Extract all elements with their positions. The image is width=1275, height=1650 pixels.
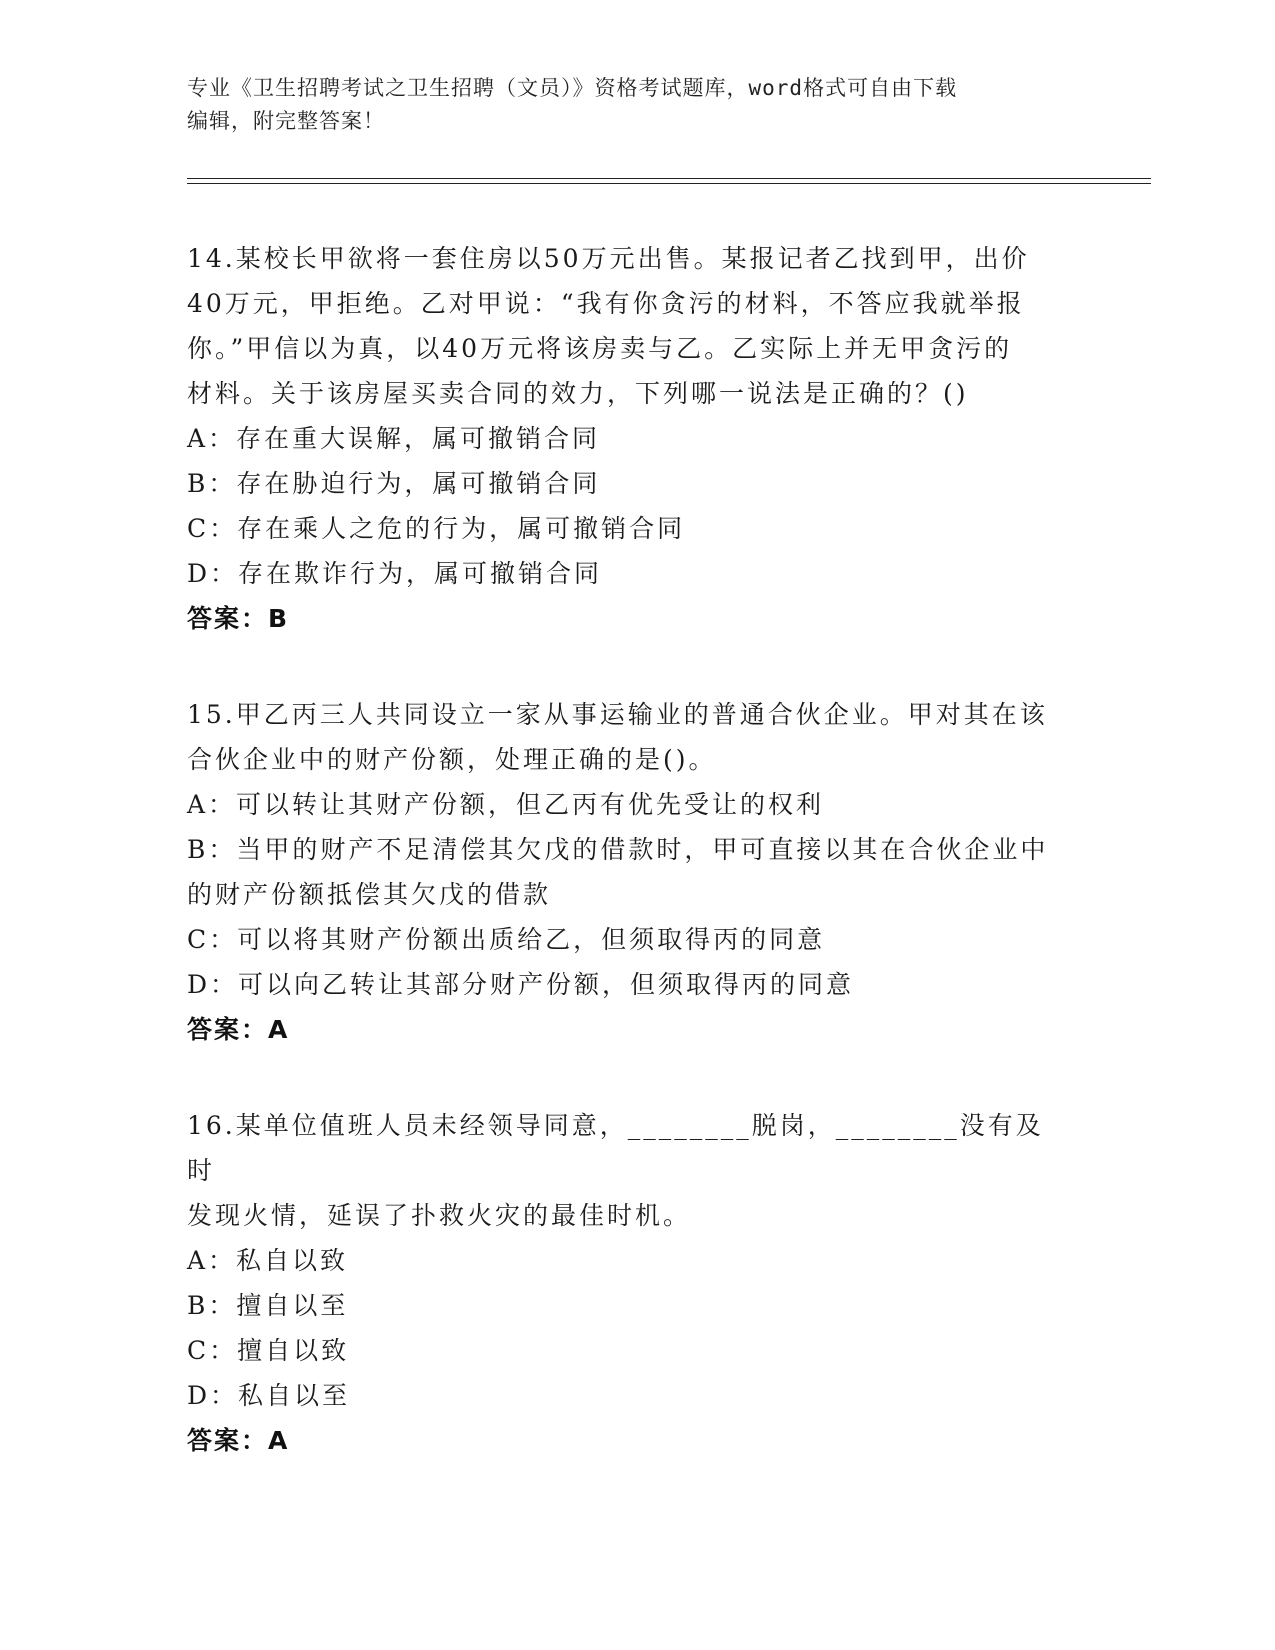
question-stem-line: 16.某单位值班人员未经领导同意，________脱岗，________没有及时 bbox=[187, 1111, 1044, 1185]
option-a: A：可以转让其财产份额，但乙丙有优先受让的权利 bbox=[187, 790, 825, 819]
option-d: D：存在欺诈行为，属可撤销合同 bbox=[187, 559, 603, 588]
answer-label: 答案：B bbox=[187, 604, 290, 633]
question-stem-line: 发现火情，延误了扑救火灾的最佳时机。 bbox=[187, 1201, 692, 1230]
header-line-1: 专业《卫生招聘考试之卫生招聘（文员）》资格考试题库，word格式可自由下载 bbox=[187, 76, 958, 100]
question-stem-line: 材料。关于该房屋买卖合同的效力，下列哪一说法是正确的？() bbox=[187, 379, 969, 408]
question-stem-line: 15.甲乙丙三人共同设立一家从事运输业的普通合伙企业。甲对其在该 bbox=[187, 700, 1048, 729]
option-c: C：擅自以致 bbox=[187, 1336, 350, 1365]
option-c: C：存在乘人之危的行为，属可撤销合同 bbox=[187, 514, 686, 543]
question-stem-line: 你。”甲信以为真，以40万元将该房卖与乙。乙实际上并无甲贪污的 bbox=[187, 334, 1013, 363]
question-stem-line: 合伙企业中的财产份额，处理正确的是()。 bbox=[187, 745, 717, 774]
answer-label: 答案：A bbox=[187, 1015, 290, 1044]
document-header bbox=[187, 72, 1067, 138]
option-c: C：可以将其财产份额出质给乙，但须取得丙的同意 bbox=[187, 925, 826, 954]
header-divider-top bbox=[187, 178, 1151, 179]
question-15 bbox=[187, 692, 1067, 1052]
question-stem-line: 40万元，甲拒绝。乙对甲说：“我有你贪污的材料，不答应我就举报 bbox=[187, 289, 1025, 318]
option-b-continued: 的财产份额抵偿其欠戊的借款 bbox=[187, 880, 552, 909]
option-b: B：当甲的财产不足清偿其欠戊的借款时，甲可直接以其在合伙企业中 bbox=[187, 835, 1049, 864]
option-d: D：私自以至 bbox=[187, 1381, 351, 1410]
question-stem-line: 14.某校长甲欲将一套住房以50万元出售。某报记者乙找到甲，出价 bbox=[187, 244, 1030, 273]
header-line-2: 编辑，附完整答案！ bbox=[187, 109, 385, 133]
option-a: A：私自以致 bbox=[187, 1246, 349, 1275]
option-d: D：可以向乙转让其部分财产份额，但须取得丙的同意 bbox=[187, 970, 855, 999]
option-a: A：存在重大误解，属可撤销合同 bbox=[187, 424, 601, 453]
option-b: B：存在胁迫行为，属可撤销合同 bbox=[187, 469, 601, 498]
option-b: B：擅自以至 bbox=[187, 1291, 349, 1320]
question-14 bbox=[187, 236, 1067, 641]
question-16 bbox=[187, 1103, 1067, 1463]
answer-label: 答案：A bbox=[187, 1426, 290, 1455]
header-divider-bottom bbox=[187, 183, 1151, 184]
